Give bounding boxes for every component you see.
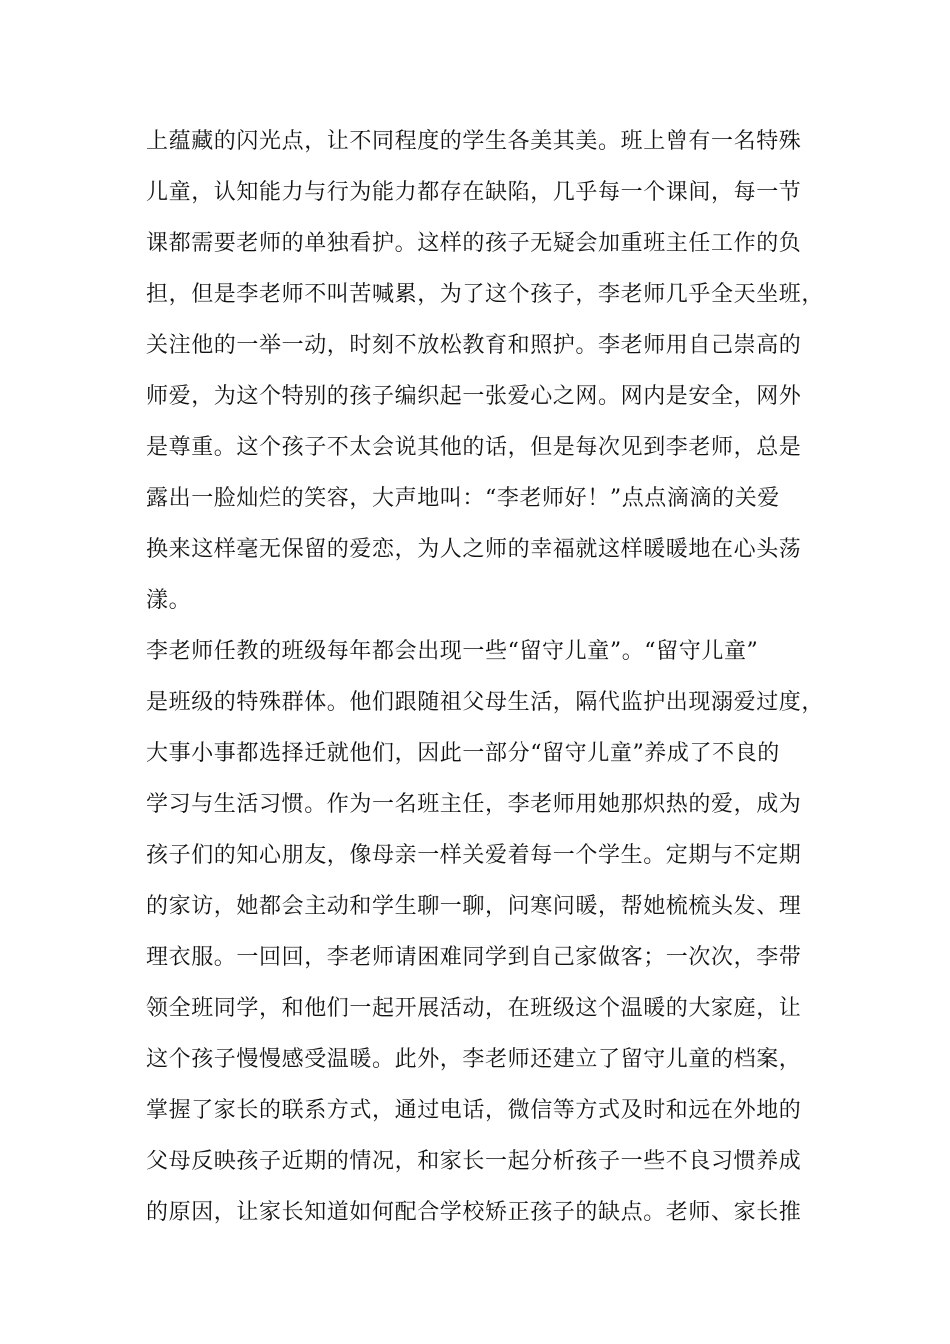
text-line: 上蕴藏的闪光点，让不同程度的学生各美其美。班上曾有一名特殊: [146, 129, 802, 154]
text-line: 课都需要老师的单独看护。这样的孩子无疑会加重班主任工作的负: [146, 231, 802, 256]
text-line: 是班级的特殊群体。他们跟随祖父母生活，隔代监护出现溺爱过度，: [146, 690, 825, 715]
text-line: 大事小事都选择迁就他们，因此一部分“留守儿童”养成了不良的: [146, 741, 780, 766]
text-line: 露出一脸灿烂的笑容，大声地叫：“李老师好！”点点滴滴的关爱: [146, 486, 780, 511]
text-line: 学习与生活习惯。作为一名班主任，李老师用她那炽热的爱，成为: [146, 792, 802, 817]
text-line: 儿童，认知能力与行为能力都存在缺陷，几乎每一个课间，每一节: [146, 180, 802, 205]
text-line: 的原因，让家长知道如何配合学校矫正孩子的缺点。老师、家长推: [146, 1200, 802, 1225]
text-line: 孩子们的知心朋友，像母亲一样关爱着每一个学生。定期与不定期: [146, 843, 802, 868]
text-line: 理衣服。一回回，李老师请困难同学到自己家做客；一次次，李带: [146, 945, 802, 970]
text-line: 领全班同学，和他们一起开展活动，在班级这个温暖的大家庭，让: [146, 996, 802, 1021]
text-line: 李老师任教的班级每年都会出现一些“留守儿童”。“留守儿童”: [146, 639, 759, 664]
text-line: 漾。: [146, 588, 192, 613]
text-line: 关注他的一举一动，时刻不放松教育和照护。李老师用自己崇高的: [146, 333, 802, 358]
text-line: 换来这样毫无保留的爱恋，为人之师的幸福就这样暖暖地在心头荡: [146, 537, 802, 562]
text-line: 是尊重。这个孩子不太会说其他的话，但是每次见到李老师，总是: [146, 435, 802, 460]
text-line: 师爱，为这个特别的孩子编织起一张爱心之网。网内是安全，网外: [146, 384, 802, 409]
text-line: 的家访，她都会主动和学生聊一聊，问寒问暖，帮她梳梳头发、理: [146, 894, 802, 919]
text-line: 掌握了家长的联系方式，通过电话，微信等方式及时和远在外地的: [146, 1098, 802, 1123]
text-line: 父母反映孩子近期的情况，和家长一起分析孩子一些不良习惯养成: [146, 1149, 802, 1174]
text-line: 这个孩子慢慢感受温暖。此外，李老师还建立了留守儿童的档案，: [146, 1047, 802, 1072]
text-line: 担，但是李老师不叫苦喊累，为了这个孩子，李老师几乎全天坐班，: [146, 282, 825, 307]
